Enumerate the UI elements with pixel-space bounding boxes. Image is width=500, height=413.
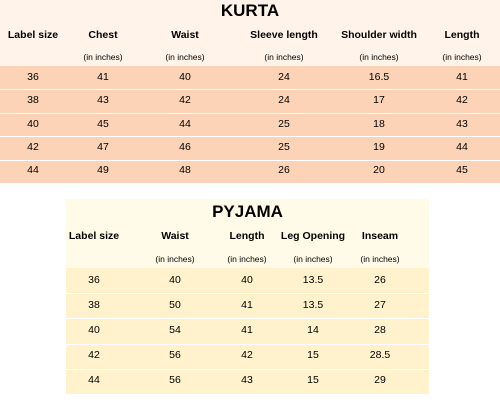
- pyjama-col-unit-1: (in inches): [155, 254, 195, 264]
- pyjama-table-cell: 15: [307, 349, 319, 362]
- kurta-table-cell: 42: [456, 94, 468, 107]
- kurta-table-cell: 48: [179, 164, 191, 177]
- kurta-col-unit-3: (in inches): [264, 52, 304, 62]
- pyjama-row-divider: [66, 293, 429, 294]
- kurta-col-unit-1: (in inches): [83, 52, 123, 62]
- kurta-row-divider: [0, 113, 500, 114]
- kurta-table-cell: 45: [456, 164, 468, 177]
- kurta-table-cell: 16.5: [368, 70, 390, 83]
- pyjama-col-header-3: Leg Opening: [280, 230, 346, 242]
- kurta-table-cell: 44: [27, 164, 39, 177]
- pyjama-title: PYJAMA: [212, 202, 283, 221]
- kurta-table-cell: 47: [97, 140, 109, 153]
- kurta-table-cell: 41: [97, 70, 109, 83]
- pyjama-col-header-1: Waist: [161, 230, 189, 242]
- pyjama-size-table: [66, 199, 429, 394]
- kurta-body-band: [0, 66, 500, 183]
- kurta-size-table: [0, 0, 500, 183]
- kurta-table-cell: 38: [27, 94, 39, 107]
- kurta-table-cell: 19: [373, 140, 385, 153]
- pyjama-table-cell: 54: [169, 324, 181, 336]
- pyjama-table-cell: 56: [169, 374, 181, 387]
- pyjama-table-cell: 28: [374, 324, 386, 336]
- pyjama-row-divider: [66, 344, 429, 345]
- kurta-table-cell: 25: [278, 117, 290, 130]
- kurta-table-cell: 41: [456, 70, 468, 83]
- pyjama-table-cell: 43: [241, 374, 253, 387]
- pyjama-table-cell: 36: [88, 273, 100, 286]
- pyjama-row-divider: [66, 318, 429, 319]
- kurta-row-divider: [0, 89, 500, 90]
- pyjama-table-cell: 40: [88, 324, 100, 336]
- pyjama-col-unit-4: (in inches): [360, 254, 400, 264]
- pyjama-table-cell: 42: [88, 349, 100, 362]
- kurta-table-cell: 17: [373, 94, 385, 107]
- kurta-table-cell: 44: [456, 140, 468, 153]
- kurta-col-header-4: Shoulder width: [341, 29, 417, 41]
- kurta-table-cell: 49: [97, 164, 109, 177]
- kurta-col-unit-2: (in inches): [165, 52, 205, 62]
- pyjama-table-cell: 27: [374, 298, 386, 311]
- pyjama-col-header-0: Label size: [68, 230, 120, 242]
- pyjama-table-cell: 56: [169, 349, 181, 362]
- pyjama-table-cell: 41: [241, 298, 253, 311]
- pyjama-table-cell: 26: [374, 273, 386, 286]
- kurta-table-cell: 18: [373, 117, 385, 130]
- kurta-row-divider: [0, 160, 500, 161]
- pyjama-table-cell: 42: [241, 349, 253, 362]
- pyjama-table-cell: 14: [307, 324, 319, 336]
- kurta-col-header-5: Length: [444, 29, 480, 41]
- pyjama-table-cell: 50: [169, 298, 181, 311]
- pyjama-table-cell: 29: [374, 374, 386, 387]
- pyjama-table-cell: 38: [88, 298, 100, 311]
- pyjama-table-cell: 13.5: [302, 273, 324, 286]
- kurta-table-cell: 20: [373, 164, 385, 177]
- kurta-col-header-0: Label size: [7, 29, 59, 41]
- kurta-table-cell: 43: [456, 117, 468, 130]
- pyjama-table-cell: 41: [241, 324, 253, 336]
- pyjama-col-unit-2: (in inches): [227, 254, 267, 264]
- kurta-table-cell: 26: [278, 164, 290, 177]
- kurta-table-cell: 43: [97, 94, 109, 107]
- kurta-table-cell: 25: [278, 140, 290, 153]
- kurta-title: KURTA: [220, 1, 280, 20]
- pyjama-table-cell: 28.5: [369, 349, 391, 362]
- kurta-table-cell: 40: [179, 70, 191, 83]
- kurta-table-cell: 24: [278, 70, 290, 83]
- pyjama-col-unit-3: (in inches): [293, 254, 333, 264]
- pyjama-table-cell: 44: [88, 374, 100, 387]
- kurta-col-unit-4: (in inches): [359, 52, 399, 62]
- pyjama-col-header-4: Inseam: [361, 230, 399, 242]
- pyjama-table-cell: 40: [241, 273, 253, 286]
- kurta-col-header-2: Waist: [171, 29, 199, 41]
- pyjama-table-cell: 15: [307, 374, 319, 387]
- kurta-table-cell: 40: [27, 117, 39, 130]
- kurta-table-cell: 36: [27, 70, 39, 83]
- pyjama-table-cell: 40: [169, 273, 181, 286]
- pyjama-table-cell: 13.5: [302, 298, 324, 311]
- kurta-row-divider: [0, 136, 500, 137]
- kurta-table-cell: 45: [97, 117, 109, 130]
- pyjama-col-header-2: Length: [229, 230, 265, 242]
- kurta-col-header-1: Chest: [88, 29, 118, 41]
- kurta-col-header-3: Sleeve length: [250, 29, 318, 41]
- kurta-col-unit-5: (in inches): [442, 52, 482, 62]
- kurta-table-cell: 24: [278, 94, 290, 107]
- pyjama-row-divider: [66, 369, 429, 370]
- kurta-table-cell: 46: [179, 140, 191, 153]
- kurta-table-cell: 44: [179, 117, 191, 130]
- kurta-table-cell: 42: [27, 140, 39, 153]
- kurta-table-cell: 42: [179, 94, 191, 107]
